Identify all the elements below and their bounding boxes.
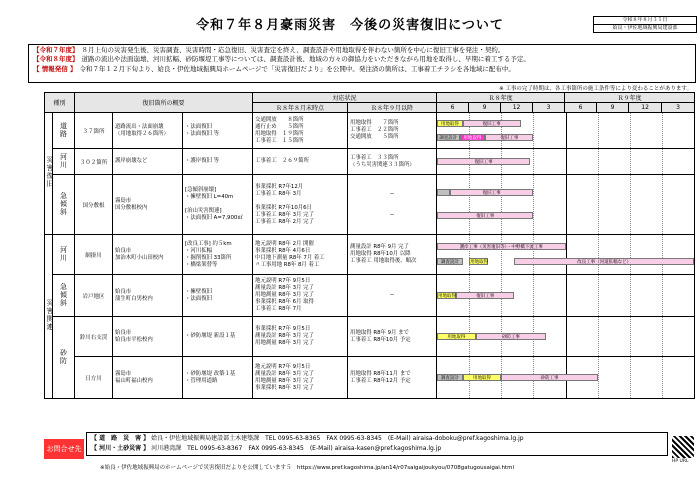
- qr-code-icon[interactable]: [672, 436, 694, 458]
- category: 河川: [53, 235, 75, 275]
- location: ３７箇所: [75, 113, 113, 149]
- category: 急傾斜: [53, 175, 75, 235]
- table-row: [45, 175, 695, 235]
- gantt-bar: 復旧工事: [463, 120, 521, 127]
- gantt-bar: 復旧工事: [450, 189, 534, 196]
- gantt-gridline: [630, 317, 631, 356]
- footer-line: 【 道 路 災 害 】 姶良・伊佐地域振興局建設部土木建築課 TEL 0995-63-8365 FAX 0995-63-8345 (E-Mail) airaisa-doboku@pref.kagoshima.lg.jp: [91, 435, 524, 442]
- gantt-gridline: [630, 175, 631, 234]
- gantt-gridline: [630, 235, 631, 274]
- header-r8: Ｒ８年度: [437, 93, 565, 103]
- status-now: 事業採択 R7年12月 工事着工 R8年 3月 事業採択 R7年10月6日 工事着工 R8年 3月 完了 工事着工 R8年 2月 完了: [253, 175, 348, 235]
- footer: [86, 432, 668, 456]
- gantt-bar: 復旧工事: [437, 212, 533, 219]
- gantt-gridline: [630, 149, 631, 174]
- work: ・擁壁復旧 ・法面復旧: [183, 275, 253, 317]
- category: 急傾斜: [53, 275, 75, 317]
- month: 12: [629, 103, 662, 113]
- location: 日方川: [75, 357, 113, 399]
- description: 姶良市 蒲生町白男校内: [113, 275, 183, 317]
- description: 霧島市 国分敷根校内: [113, 175, 183, 235]
- status-next: 測量設計 R8年 9月 完了 用地取得 R8年10月 以降 工事着工 用地取得後、順次: [348, 235, 437, 275]
- table-row: [45, 149, 695, 175]
- work: ・砂防堰堤 新設１基: [183, 317, 253, 357]
- gantt-gridline: [598, 357, 599, 398]
- gantt-bar: [437, 189, 450, 196]
- month: 12: [501, 103, 533, 113]
- status-next: −: [348, 275, 437, 317]
- gantt-bar: 用地取得: [460, 134, 486, 141]
- description: 霧島市 福山町福山校内: [113, 357, 183, 399]
- status-next: 用地取得 R8年 9月 まで 工事着工 R8年10月 予定: [348, 317, 437, 357]
- table-row: [45, 235, 695, 275]
- gantt-cell: [437, 357, 695, 399]
- status-now: 交通開放 ８箇所 通行止め ５箇所 用地取得 １９箇所 工事着工 １５箇所: [253, 113, 348, 149]
- table-row: [45, 113, 695, 149]
- gantt-bar: 護岸工事（災害復旧等）・中野橋下流工事: [437, 243, 566, 250]
- gantt-bar: 改良工事（河道拡幅など）: [514, 258, 694, 265]
- gantt-gridline: [662, 317, 663, 356]
- header-overview: 復旧箇所の概要: [75, 93, 253, 113]
- gantt-bar: 用地取得: [463, 374, 502, 381]
- note: ※ 工事の完了時期は、各工事箇所の施工条件等により変わることがあります。: [499, 86, 692, 92]
- gantt-gridline: [598, 317, 599, 356]
- gantt-gridline: [533, 113, 534, 148]
- bottom-note[interactable]: ※姶良・伊佐地域振興局のホームページで災害復旧だよりを公開しています５ https://www.pref.kagoshima.jp/an14/r07saigaijoukyou/0708gatugousaigai.html: [100, 465, 515, 471]
- description: 姶良市 姶良市平松校内: [113, 317, 183, 357]
- gantt-gridline: [533, 275, 534, 316]
- gantt-gridline: [598, 235, 599, 274]
- gantt-gridline: [662, 175, 663, 234]
- table-row: [45, 357, 695, 399]
- gantt-bar: 用地取得: [437, 120, 463, 127]
- section-label: 災害復旧: [45, 113, 53, 235]
- gantt-gridline: [501, 175, 502, 234]
- location: ３０２箇所: [75, 149, 113, 175]
- gantt-gridline: [598, 275, 599, 316]
- gantt-bar: 調査設計: [437, 134, 459, 141]
- gantt-gridline: [566, 175, 567, 234]
- month: 3: [662, 103, 695, 113]
- header-status: 対応状況: [253, 93, 437, 103]
- description: 姶良市 加治木町小山田校内: [113, 235, 183, 275]
- table-row: [45, 317, 695, 357]
- status-now: 地元説明 R8年 2月 開催 事業採択 R8年 4月6日 中目地下測量 R8年 7月 着工 〃工事用地 R8年 8月 着工: [253, 235, 348, 275]
- month: 9: [469, 103, 501, 113]
- header-r9: Ｒ９年度: [565, 93, 695, 103]
- gantt-gridline: [630, 275, 631, 316]
- header-status-b: Ｒ８年９月以降: [348, 103, 437, 113]
- section-label: 災害関連: [45, 235, 53, 399]
- gantt-bar: 調査設計: [437, 374, 463, 381]
- info-box: [28, 44, 696, 83]
- org: 姶良・伊佐地域振興局建設部: [594, 24, 696, 32]
- gantt-gridline: [662, 275, 663, 316]
- date-box: [593, 16, 697, 33]
- gantt-cell: [437, 149, 695, 175]
- gantt-bar: 復旧工事: [485, 134, 533, 141]
- gantt-cell: [437, 113, 695, 149]
- recovery-table: [44, 92, 695, 399]
- gantt-cell: [437, 235, 695, 275]
- status-now: 地元説明 R7年 9月5日 測量設計 R8年 3月 完了 用地測量 R8年 3月 完了 事業採択 R8年 3月 完了: [253, 357, 348, 399]
- gantt-bar: 復旧工事: [456, 292, 514, 299]
- status-now: 地元説明 R7年 9月5日 測量設計 R8年 3月 完了 用地測量 R8年 3月 完了 事業採択 R8年 6月 取得 工事着工 R8年 7月: [253, 275, 348, 317]
- status-next: 用地取得 ７箇所 工事着工 ２２箇所 交通開放 ５箇所: [348, 113, 437, 149]
- gantt-gridline: [662, 113, 663, 148]
- gantt-gridline: [566, 149, 567, 174]
- gantt-gridline: [598, 113, 599, 148]
- location: 鈴川右支渓: [75, 317, 113, 357]
- month: 9: [597, 103, 629, 113]
- info-line: 【 情報発信 】 令和７年１２月下旬より、姶良・伊佐地域振興局ホームページで「災害復旧だより」を公開中。発注済の箇所は、工事着工チラシを各地域に配布中。: [33, 64, 515, 73]
- date: 令和８年８月３１日: [622, 17, 668, 23]
- gantt-gridline: [662, 235, 663, 274]
- qr-label: HP URL: [672, 459, 689, 464]
- status-now: 事業採択 R7年 9月5日 測量設計 R8年 3月 完了 用地測量 R8年 3月 完了: [253, 317, 348, 357]
- status-next: − −: [348, 175, 437, 235]
- gantt-bar: 用地取得: [470, 260, 489, 266]
- header-status-a: Ｒ８年８月末時点: [253, 103, 348, 113]
- category: 河川: [53, 149, 75, 175]
- gantt-gridline: [566, 317, 567, 356]
- category: 道路: [53, 113, 75, 149]
- work: [改良工事] 約５km ・河川拡幅 ・掘削復旧 33箇所 ・橋梁架替等: [183, 235, 253, 275]
- table-row: [45, 275, 695, 317]
- gantt-gridline: [598, 149, 599, 174]
- gantt-gridline: [598, 175, 599, 234]
- gantt-gridline: [662, 149, 663, 174]
- gantt-bar: 砂防工事: [476, 333, 547, 340]
- status-next: 用地取得 R8年11月 まで 工事着工 R8年12月 予定: [348, 357, 437, 399]
- status-next: 工事着工 ３３箇所 （うち災害関連３３箇所）: [348, 149, 437, 175]
- gantt-bar: 復旧工事: [437, 158, 530, 165]
- work: ・砂防堰堤 改築１基 ・管理用道路: [183, 357, 253, 399]
- gantt-gridline: [533, 175, 534, 234]
- gantt-bar: 用地取得: [438, 293, 457, 299]
- description: 道路流出・法面崩壊 （用地取得２６箇所）: [113, 113, 183, 149]
- gantt-gridline: [662, 357, 663, 398]
- month: 3: [533, 103, 565, 113]
- gantt-gridline: [533, 149, 534, 174]
- contact-label: お問合せ先: [44, 439, 84, 459]
- gantt-gridline: [566, 235, 567, 274]
- gantt-gridline: [469, 235, 470, 274]
- gantt-bar: 調査設計: [437, 258, 463, 265]
- info-line: 【令和７年度】 ８月上旬の災害発生後、災害調査、災害時間・応急復旧、災害査定を終え、調査設計や用地取得を伴わない箇所を中心に復旧工事を発注・契約。: [33, 46, 505, 54]
- gantt-cell: [437, 275, 695, 317]
- gantt-gridline: [630, 113, 631, 148]
- gantt-bar: 砂防工事: [501, 374, 597, 381]
- gantt-gridline: [501, 235, 502, 274]
- category: 砂防: [53, 317, 75, 399]
- month: 6: [437, 103, 469, 113]
- page-title: 令和７年８月豪雨災害 今後の災害復旧について: [196, 18, 504, 33]
- gantt-gridline: [630, 357, 631, 398]
- work: ・法面復旧 ・法面復旧 等: [183, 113, 253, 149]
- work: [急傾斜崩壊] ・擁壁復旧 L=40m [治山災害関連] ・法面復旧 A=7,900㎡: [183, 175, 253, 235]
- location: 網掛川: [75, 235, 113, 275]
- gantt-gridline: [566, 275, 567, 316]
- gantt-gridline: [566, 113, 567, 148]
- gantt-gridline: [533, 235, 534, 274]
- location: 国分敷根: [75, 175, 113, 235]
- gantt-gridline: [469, 175, 470, 234]
- work: ・護岸復旧 等: [183, 149, 253, 175]
- footer-line: 【 河川・土砂災害 】 河川港湾課 TEL 0995-63-8367 FAX 0995-63-8345 (E-Mail) airaisa-kasen@pref.kagoshima.lg.jp: [91, 445, 442, 452]
- gantt-gridline: [469, 113, 470, 148]
- status-now: 工事着工 ２６９箇所: [253, 149, 348, 175]
- month: 6: [565, 103, 597, 113]
- header-kind: 種別: [45, 93, 75, 113]
- gantt-cell: [437, 317, 695, 357]
- gantt-cell: [437, 175, 695, 235]
- gantt-gridline: [501, 113, 502, 148]
- location: 岩戸地区: [75, 275, 113, 317]
- info-line: 【令和８年度】 道路の流出や法面崩壊、河川拡幅、砂防堰堤工事等については、調査設計後、地域の方々の御協力をいただきながら用地を取得し、早期に着工する予定。: [33, 55, 530, 64]
- description: 護岸崩壊など: [113, 149, 183, 175]
- gantt-bar: 用地取得: [437, 333, 476, 340]
